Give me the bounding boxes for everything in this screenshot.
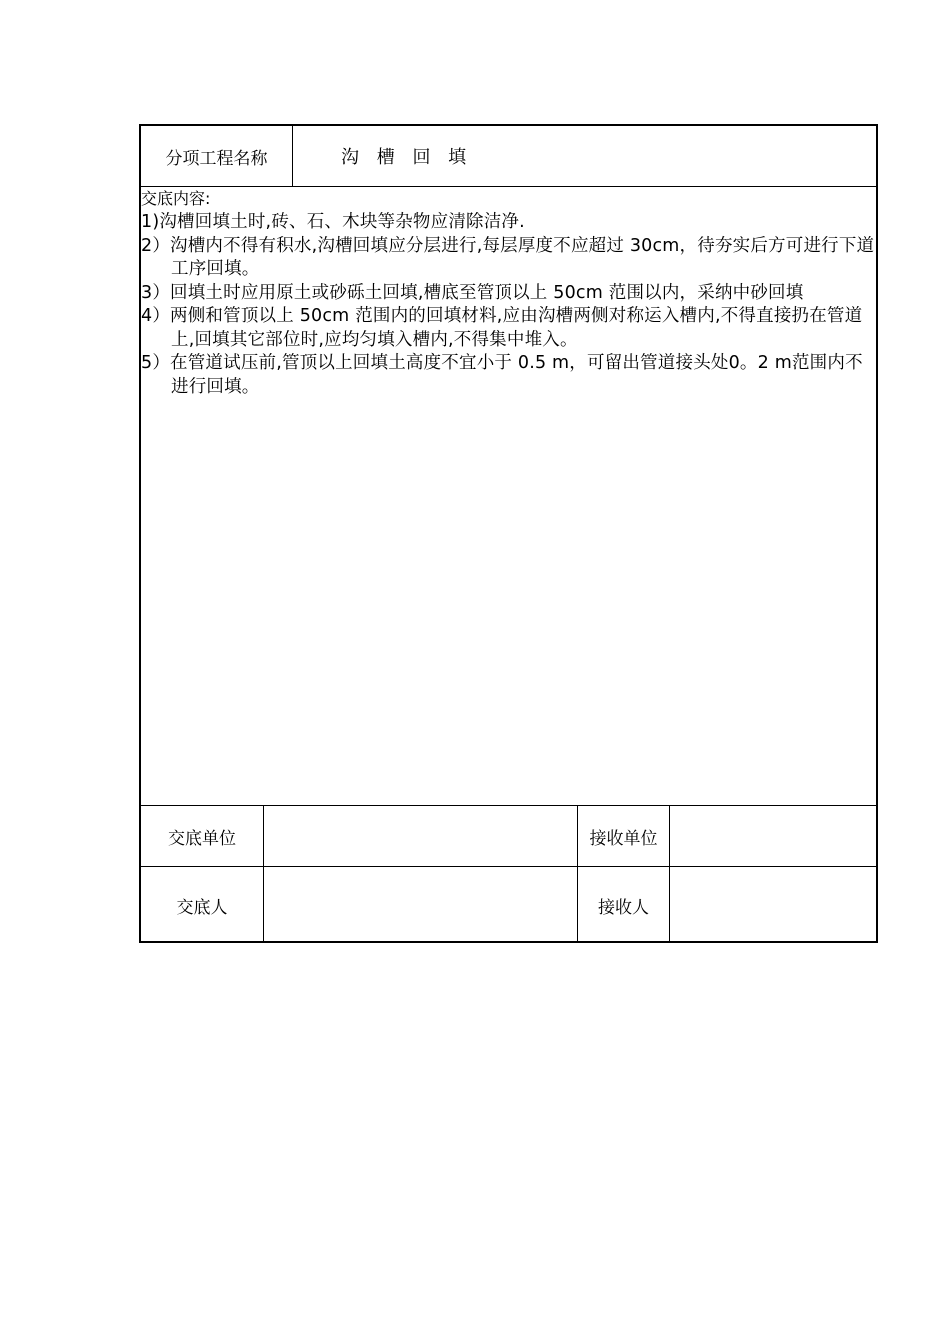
issuer-unit-label: 交底单位 — [141, 806, 264, 866]
receiver-unit-label: 接收单位 — [578, 806, 670, 866]
receiver-person-field[interactable] — [670, 867, 876, 943]
disclosure-content — [141, 187, 876, 806]
content-heading: 交底内容: — [141, 189, 211, 208]
receiver-unit-field[interactable] — [670, 806, 876, 866]
receiver-person-label: 接收人 — [578, 867, 670, 943]
content-item-4: 4）两侧和管顶以上 50cm 范围内的回填材料,应由沟槽两侧对称运入槽内,不得直接扔在管道上,回填其它部位时,应均匀填入槽内,不得集中堆入。 — [141, 306, 863, 350]
project-name-row — [141, 126, 876, 187]
issuer-person-field[interactable] — [264, 867, 578, 943]
content-item-5: 5）在管道试压前,管顶以上回填土高度不宜小于 0.5 m，可留出管道接头处0。2 m范围内不进行回填。 — [141, 353, 863, 397]
content-item-1: 1)沟槽回填土时,砖、石、木块等杂物应清除洁净. — [141, 212, 525, 232]
unit-row — [141, 806, 876, 867]
issuer-unit-field[interactable] — [264, 806, 578, 866]
project-name-value: 沟 槽 回 填 — [341, 147, 473, 168]
content-item-2: 2）沟槽内不得有积水,沟槽回填应分层进行,每层厚度不应超过 30cm，待夯实后方可进行下道工序回填。 — [141, 235, 875, 279]
content-item-3: 3）回填土时应用原土或砂砾土回填,槽底至管顶以上 50cm 范围以内，采纳中砂回填 — [141, 282, 804, 303]
disclosure-form — [139, 124, 878, 943]
issuer-person-label: 交底人 — [141, 867, 264, 943]
person-row — [141, 867, 876, 943]
project-name-label: 分项工程名称 — [141, 126, 293, 186]
